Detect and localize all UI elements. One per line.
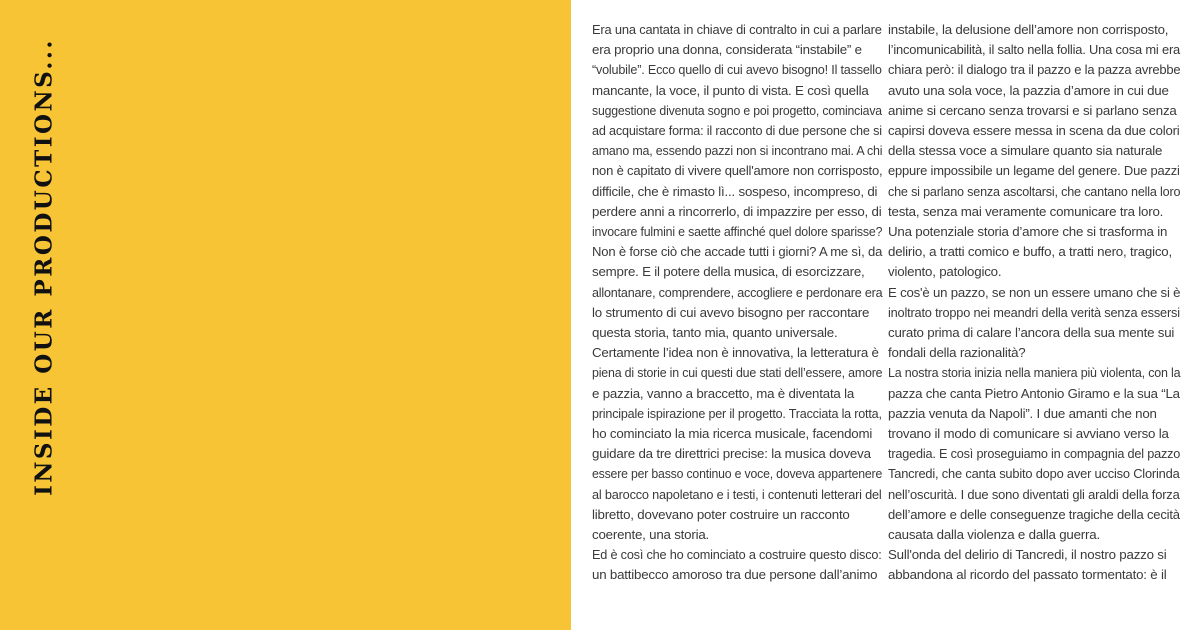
- text-line: Sull'onda del delirio di Tancredi, il nostro pazzo si: [888, 547, 1167, 563]
- text-line: invocare fulmini e saette affinché quel dolore sparisse?: [592, 224, 883, 240]
- text-line: violento, patologico.: [888, 264, 1002, 280]
- text-line: dell’amore e delle conseguenze tragiche della cecità: [888, 506, 1180, 522]
- text-line: nell’oscurità. I due sono diventati gli araldi della forza: [888, 486, 1180, 502]
- text-line: coerente, una storia.: [592, 527, 710, 543]
- text-line: allontanare, comprendere, accogliere e perdonare era: [592, 284, 883, 300]
- text-line: E cos'è un pazzo, se non un essere umano che si è: [888, 284, 1181, 300]
- side-title: INSIDE OUR PRODUCTIONS...: [30, 38, 58, 496]
- text-line: piena di storie in cui questi due stati dell’essere, amore: [592, 365, 883, 381]
- text-line: anime si cercano senza trovarsi e si parlano senza: [888, 102, 1177, 118]
- text-line: Ed è così che ho cominciato a costruire questo disco:: [592, 547, 882, 563]
- text-line: testa, senza mai veramente comunicare tra loro.: [888, 203, 1164, 219]
- text-line: ho cominciato la mia ricerca musicale, facendomi: [592, 426, 873, 442]
- text-line: “volubile”. Ecco quello di cui avevo bisogno! Il tassello: [592, 62, 882, 78]
- text-line: avuto una sola voce, la pazzia d’amore in cui due: [888, 82, 1169, 98]
- text-line: chiara però: il dialogo tra il pazzo e la pazza avrebbe: [888, 62, 1181, 78]
- text-line: era proprio una donna, considerata “instabile” e: [592, 42, 862, 58]
- text-line: suggestione divenuta sogno e poi progetto, cominciava: [592, 102, 882, 118]
- text-line: e pazzia, vanno a braccetto, ma è diventata la: [592, 385, 855, 401]
- text-line: non è capitato di vivere quell'amore non corrisposto,: [592, 163, 883, 179]
- text-line: pazzia venuta da Napoli”. I due amanti che non: [888, 405, 1157, 421]
- text-line: pazza che canta Pietro Antonio Giramo e la sua “La: [888, 385, 1180, 401]
- text-line: guidare da tre direttrici precise: la musica doveva: [592, 446, 871, 462]
- text-line: delirio, a tratti comico e buffo, a tratti nero, tragico,: [888, 244, 1172, 260]
- text-line: Era una cantata in chiave di contralto in cui a parlare: [592, 22, 882, 37]
- text-line: causata dalla violenza e dalla guerra.: [888, 527, 1100, 543]
- text-line: trovano il modo di comunicare si avviano verso la: [888, 426, 1169, 442]
- text-line: Una potenziale storia d’amore che si trasforma in: [888, 224, 1168, 240]
- text-line: principale ispirazione per il progetto. Tracciata la rotta,: [592, 405, 882, 421]
- text-line: Certamente l’idea non è innovativa, la letteratura è: [592, 345, 879, 361]
- text-line: instabile, la delusione dell’amore non corrisposto,: [888, 22, 1169, 37]
- text-line: mancante, la voce, il punto di vista. E così quella: [592, 82, 869, 98]
- text-line: un battibecco amoroso tra due persone dall’animo: [592, 567, 878, 583]
- text-line: sempre. E il potere della musica, di esorcizzare,: [592, 264, 865, 280]
- text-line: libretto, dovevano poter costruire un racconto: [592, 506, 850, 522]
- text-line: essere per basso continuo e voce, doveva appartenere: [592, 466, 883, 482]
- text-line: tragedia. E così proseguiamo in compagnia del pazzo: [888, 446, 1181, 462]
- text-line: difficile, che è rimasto lì... sospeso, incompreso, di: [592, 183, 878, 199]
- text-column-right: [888, 20, 1180, 586]
- text-line: lo strumento di cui avevo bisogno per raccontare: [592, 304, 870, 320]
- text-line: al barocco napoletano e i testi, i contenuti letterari del: [592, 486, 882, 502]
- text-line: l’incomunicabilità, il salto nella follia. Una cosa mi era: [888, 42, 1181, 58]
- text-line: Tancredi, che canta subito dopo aver ucciso Clorinda: [888, 466, 1180, 482]
- text-line: questa storia, tanto mia, quanto universale.: [592, 325, 838, 341]
- text-line: inoltrato troppo nei meandri della verità senza essersi: [888, 304, 1180, 320]
- text-line: ad acquistare forma: il racconto di due persone che si: [592, 123, 882, 139]
- text-line: eppure impossibile un legame del genere. Due pazzi: [888, 163, 1180, 179]
- text-line: curato prima di calare l’ancora della sua mente sui: [888, 325, 1175, 341]
- text-line: La nostra storia inizia nella maniera più violenta, con la: [888, 365, 1181, 381]
- text-line: fondali della razionalità?: [888, 345, 1026, 361]
- text-line: che si parlano senza ascoltarsi, che cantano nella loro: [888, 183, 1181, 199]
- text-line: amano ma, essendo pazzi non si incontrano mai. A chi: [592, 143, 883, 159]
- text-line: capirsi doveva essere messa in scena da due colori: [888, 123, 1180, 139]
- text-line: abbandona al ricordo del passato tormentato: è il: [888, 567, 1167, 583]
- text-line: Non è forse ciò che accade tutti i giorni? A me sì, da: [592, 244, 883, 260]
- text-line: della stessa voce a simulare quanto sia naturale: [888, 143, 1163, 159]
- text-line: perdere anni a rincorrerlo, di impazzire per esso, di: [592, 203, 882, 219]
- yellow-side-panel: [0, 0, 571, 630]
- text-column-left: [592, 20, 882, 586]
